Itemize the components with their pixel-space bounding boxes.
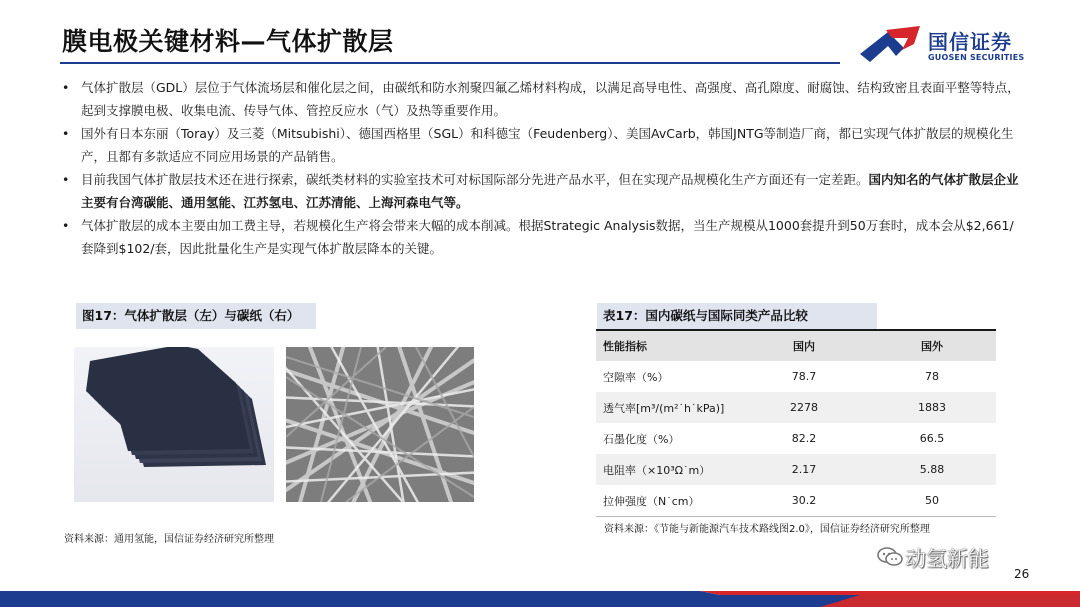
bullet-text: 气体扩散层（GDL）层位于气体流场层和催化层之间，由碳纸和防水剂聚四氟乙烯材料构成，以满足高导电性、高强度、高孔隙度、耐腐蚀、结构致密且表面平整等特点，起到支撑膜电极、收集电流、传导气体、管控反应水（气）及热等重要作用。 [81,80,1020,118]
table-cell: 1883 [868,392,996,423]
table-cell: 5.88 [868,454,996,485]
bullet-item [58,76,1023,122]
watermark-text: 动氢新能 [905,547,989,571]
bullet-bold-text: 国内知名的气体扩散层企业主要有台湾碳能、通用氢能、江苏氢电、江苏清能、上海河森电气等。 [81,172,1019,210]
wechat-icon [876,546,904,568]
table-cell: 82.2 [791,432,817,445]
guosen-logo [858,24,1033,64]
table-cell: 拉伸强度（N˙cm） [596,485,740,517]
table-cell: 30.2 [740,485,868,517]
logo-en-text: GUOSEN SECURITIES [928,53,1025,62]
table-row [596,361,996,392]
table-cell: 2.17 [740,454,868,485]
bullet-text: 气体扩散层的成本主要由加工费主导，若规模化生产将会带来大幅的成本削减。根据Strategic Analysis数据，当生产规模从1000套提升到50万套时，成本会从$2,661/套降到$102/套，因此批量化生产是实现气体扩散层降本的关键。 [81,218,1014,256]
page-title: 膜电极关键材料—气体扩散层 [62,27,394,56]
table-row [596,485,996,517]
page-number: 26 [1014,567,1030,581]
carbon-paper-micrograph [286,347,474,502]
column-header: 国内 [740,330,868,361]
logo-cn-text: 国信证券 [928,30,1012,54]
figure-caption: 图17：气体扩散层（左）与碳纸（右） [76,303,316,329]
table-cell: 78.7 [791,370,817,383]
bullet-item [58,122,1023,168]
comparison-table [596,329,996,517]
table-row [596,423,996,454]
table-cell: 66.5 [919,432,945,445]
bullet-item [58,214,1023,260]
table-cell: 78 [925,370,939,383]
bullet-item [58,168,1023,214]
table-row [596,392,996,423]
gas-diffusion-layer-photo [74,347,274,502]
column-header: 性能指标 [596,330,740,361]
table-cell: 50 [868,485,996,517]
bullet-dot-icon: • [62,218,70,233]
table-source: 资料来源：《节能与新能源汽车技术路线图2.0》，国信证券经济研究所整理 [604,524,930,535]
table-cell: 2278 [740,392,868,423]
bottom-decorative-bar [0,591,1080,607]
table-caption: 表17：国内碳纸与国际同类产品比较 [597,303,877,329]
bullet-dot-icon: • [62,126,70,141]
table-cell: 电阻率（×10³Ω˙m） [596,454,740,485]
bullet-text: 目前我国气体扩散层技术还在进行探索，碳纸类材料的实验室技术可对标国际部分先进产品水平，但在实现产品规模化生产方面还有一定差距。 [81,172,869,187]
guosen-logo-icon [858,24,924,64]
table-cell: 空隙率（%） [603,370,669,384]
bullet-text: 国外有日本东丽（Toray）及三菱（Mitsubishi）、德国西格里（SGL）和科德宝（Feudenberg）、美国AvCarb，韩国JNTG等制造厂商，都已实现气体扩散层的规模化生产，且都有多款适应不同应用场景的产品销售。 [81,126,1014,164]
bullet-list [58,76,1023,260]
title-divider [60,62,840,64]
table-cell: 石墨化度（%） [603,432,680,446]
table-row [596,454,996,485]
column-header: 国外 [868,330,996,361]
bullet-dot-icon: • [62,172,70,187]
table-header-row [596,330,996,361]
bullet-dot-icon: • [62,80,70,95]
table-cell: 透气率[m³/(m²˙h˙kPa)] [596,392,740,423]
figure-source: 资料来源：通用氢能，国信证券经济研究所整理 [64,534,274,545]
